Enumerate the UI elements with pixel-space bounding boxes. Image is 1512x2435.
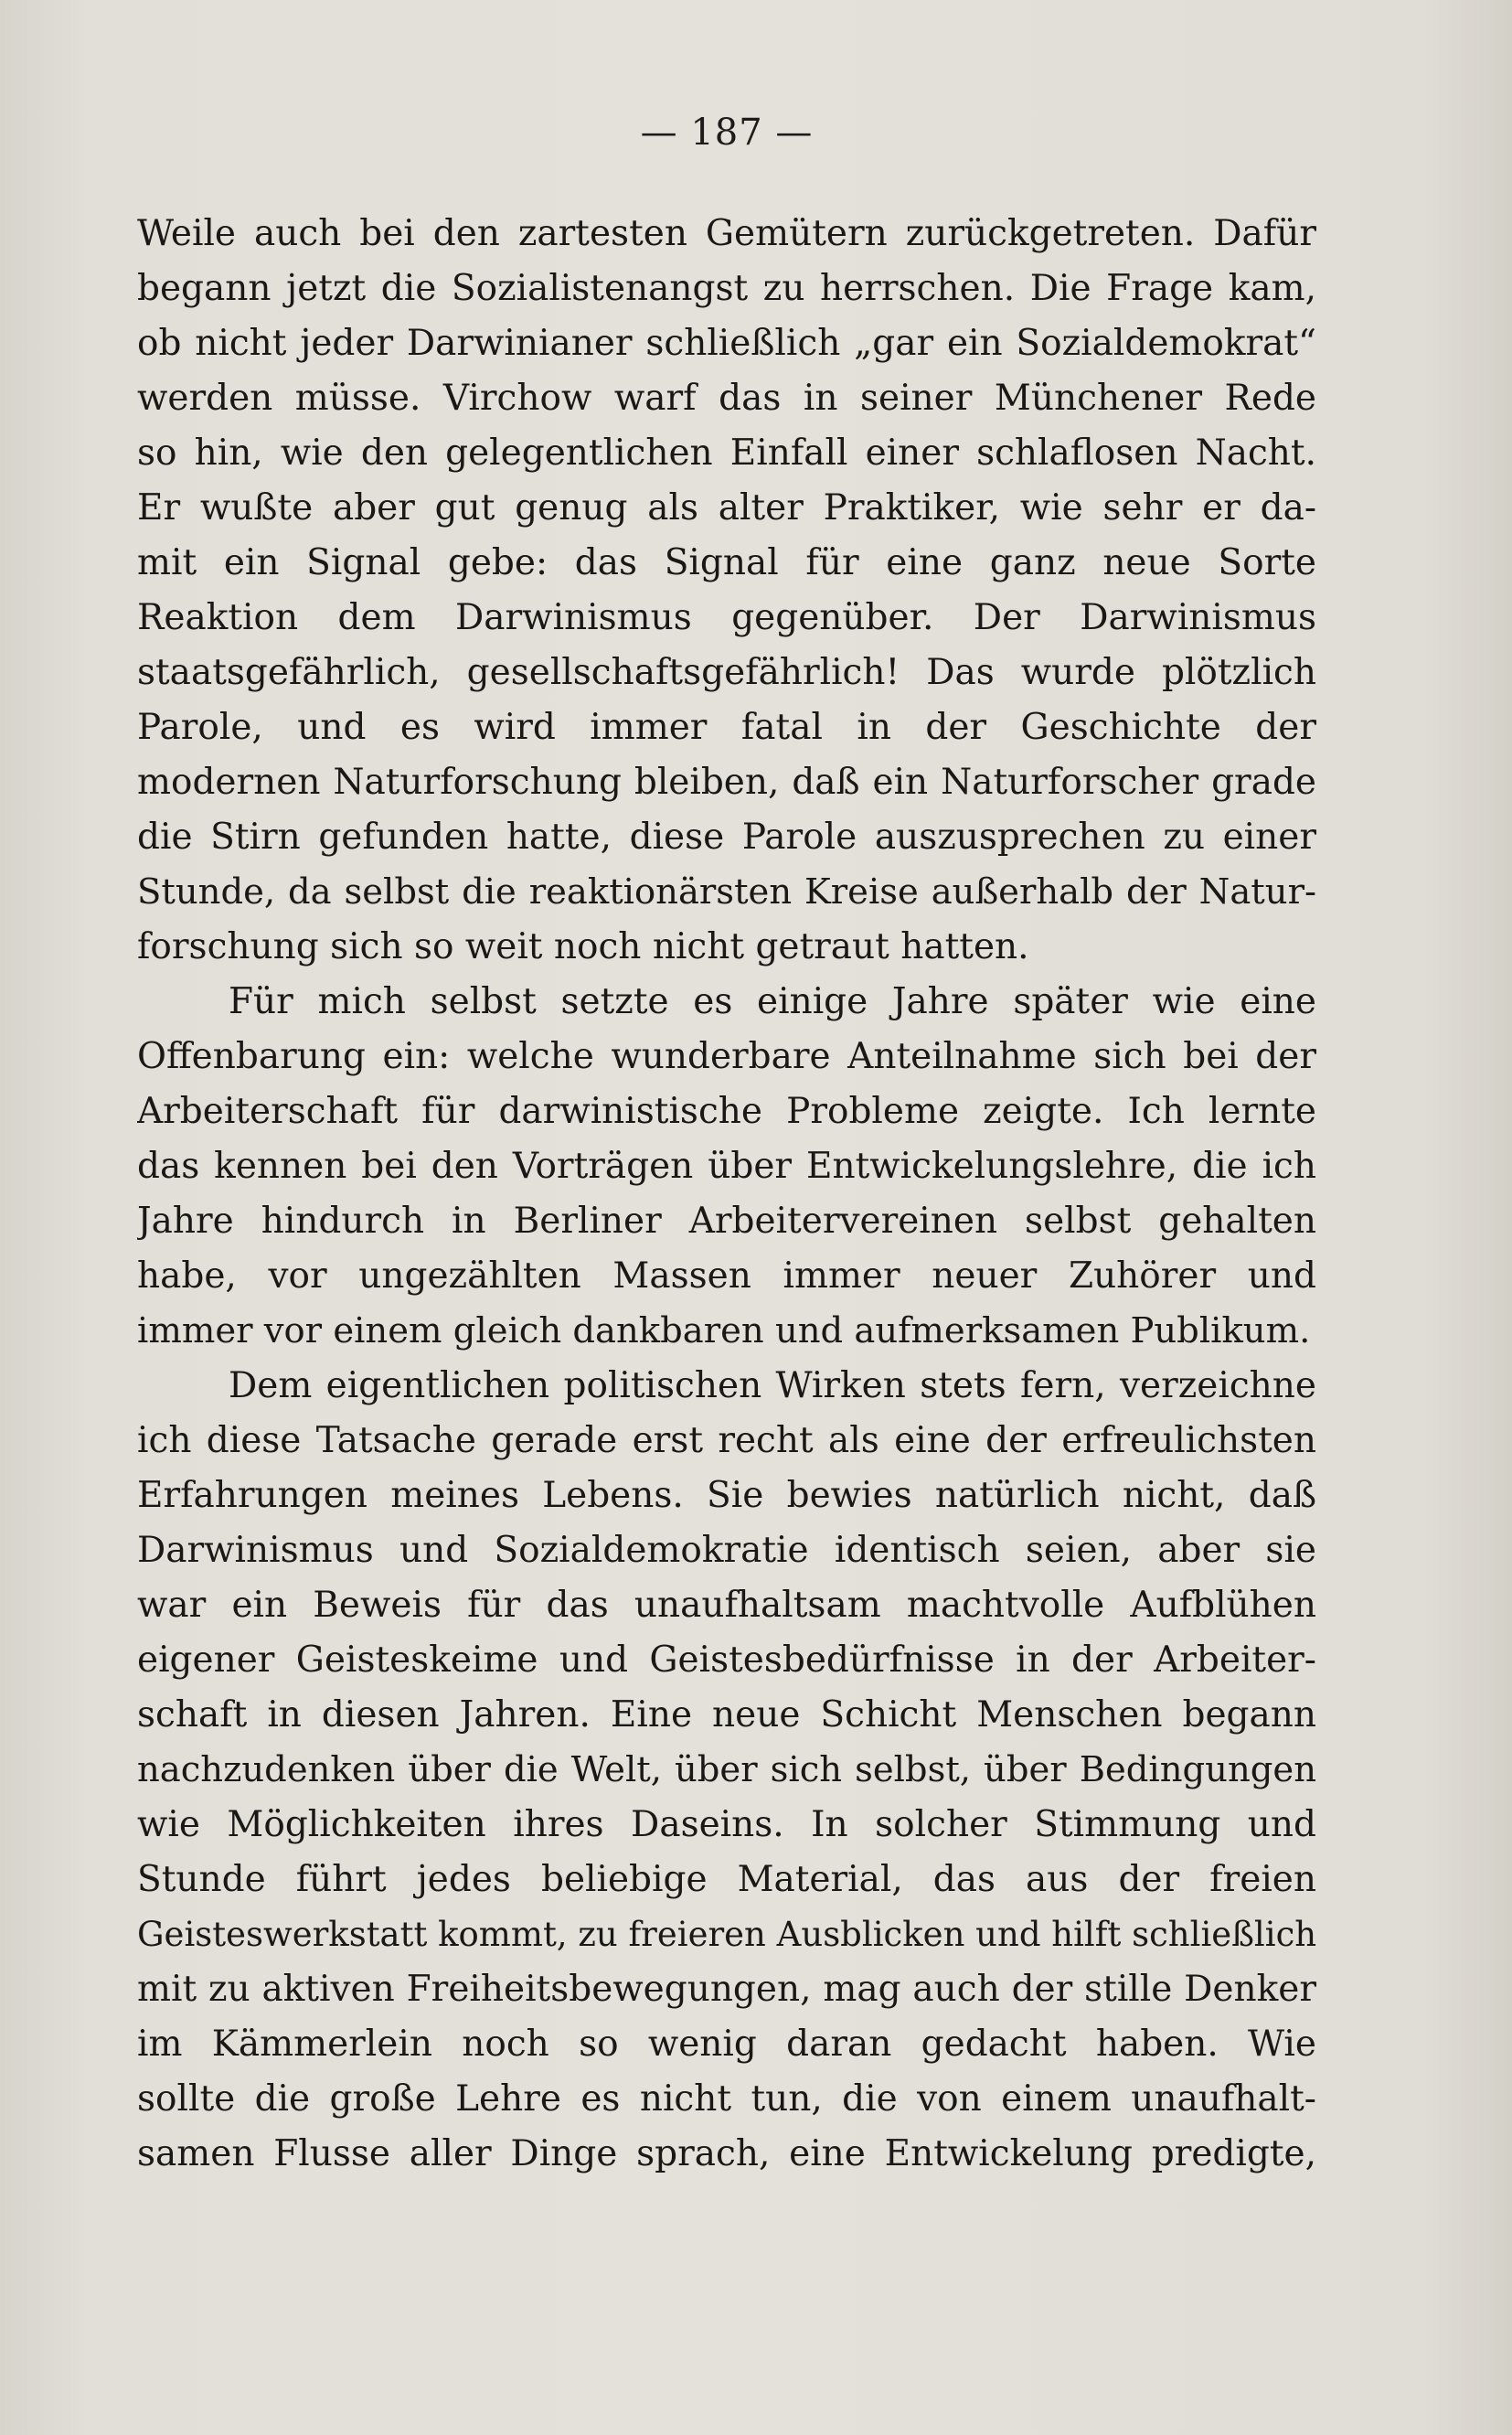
text-line: Weile auch bei den zartesten Gemütern zurückgetreten. Dafür: [137, 213, 1316, 254]
text-line: Offenbarung ein: welche wunderbare Anteilnahme sich bei der: [137, 1036, 1316, 1077]
text-line: Er wußte aber gut genug als alter Praktiker, wie sehr er da-: [137, 487, 1316, 529]
paragraph-2: [137, 975, 1316, 1359]
text-line: samen Flusse aller Dinge sprach, eine Entwickelung predigte,: [137, 2133, 1316, 2174]
text-line: so hin, wie den gelegentlichen Einfall einer schlaflosen Nacht.: [137, 433, 1316, 474]
text-line: das kennen bei den Vorträgen über Entwickelungslehre, die ich: [137, 1146, 1316, 1187]
text-line: die Stirn gefunden hatte, diese Parole auszusprechen zu einer: [137, 817, 1316, 858]
body-text: [137, 207, 1316, 2182]
text-line: Dem eigentlichen politischen Wirken stets fern, verzeichne: [229, 1365, 1316, 1406]
text-line: Parole, und es wird immer fatal in der Geschichte der: [137, 707, 1316, 748]
text-line: mit zu aktiven Freiheitsbewegungen, mag auch der stille Denker: [137, 1969, 1316, 2010]
text-line: wie Möglichkeiten ihres Daseins. In solcher Stimmung und: [137, 1804, 1316, 1845]
text-line: eigener Geisteskeime und Geistesbedürfnisse in der Arbeiter-: [137, 1639, 1316, 1681]
page-number: — 187 —: [640, 112, 814, 154]
text-line: immer vor einem gleich dankbaren und aufmerksamen Publikum.: [137, 1310, 1311, 1351]
text-line: ich diese Tatsache gerade erst recht als eine der erfreulichsten: [137, 1420, 1316, 1461]
text-line: sollte die große Lehre es nicht tun, die von einem unaufhalt-: [137, 2078, 1316, 2120]
text-line: Jahre hindurch in Berliner Arbeitervereinen selbst gehalten: [137, 1201, 1316, 1242]
text-line: Reaktion dem Darwinismus gegenüber. Der Darwinismus: [137, 597, 1316, 638]
text-line: forschung sich so weit noch nicht getraut hatten.: [137, 926, 1029, 967]
text-line: war ein Beweis für das unaufhaltsam machtvolle Aufblühen: [137, 1585, 1316, 1626]
text-line: ob nicht jeder Darwinianer schließlich „gar ein Sozialdemokrat“: [137, 323, 1316, 364]
text-line: Stunde, da selbst die reaktionärsten Kreise außerhalb der Natur-: [137, 871, 1316, 913]
text-line: schaft in diesen Jahren. Eine neue Schicht Menschen begann: [137, 1694, 1316, 1735]
text-line: Darwinismus und Sozialdemokratie identisch seien, aber sie: [137, 1530, 1316, 1571]
text-line: Arbeiterschaft für darwinistische Probleme zeigte. Ich lernte: [137, 1091, 1316, 1132]
text-line: werden müsse. Virchow warf das in seiner Münchener Rede: [137, 378, 1316, 419]
paragraph-3: [137, 1359, 1316, 2182]
text-line: Erfahrungen meines Lebens. Sie bewies natürlich nicht, daß: [137, 1475, 1316, 1516]
text-line: staatsgefährlich, gesellschaftsgefährlich! Das wurde plötzlich: [137, 652, 1316, 693]
text-line: habe, vor ungezählten Massen immer neuer Zuhörer und: [137, 1255, 1316, 1297]
text-line: Geisteswerkstatt kommt, zu freieren Ausblicken und hilft schließlich: [137, 1915, 1316, 1954]
text-line: nachzudenken über die Welt, über sich selbst, über Bedingungen: [137, 1749, 1316, 1790]
text-line: Für mich selbst setzte es einige Jahre später wie eine: [229, 981, 1316, 1022]
text-line: Stunde führt jedes beliebige Material, das aus der freien: [137, 1859, 1316, 1900]
text-line: begann jetzt die Sozialistenangst zu herrschen. Die Frage kam,: [137, 268, 1316, 309]
text-line: mit ein Signal gebe: das Signal für eine ganz neue Sorte: [137, 542, 1316, 583]
paragraph-1: [137, 207, 1316, 975]
text-line: modernen Naturforschung bleiben, daß ein Naturforscher grade: [137, 762, 1316, 803]
text-line: im Kämmerlein noch so wenig daran gedacht haben. Wie: [137, 2024, 1316, 2065]
